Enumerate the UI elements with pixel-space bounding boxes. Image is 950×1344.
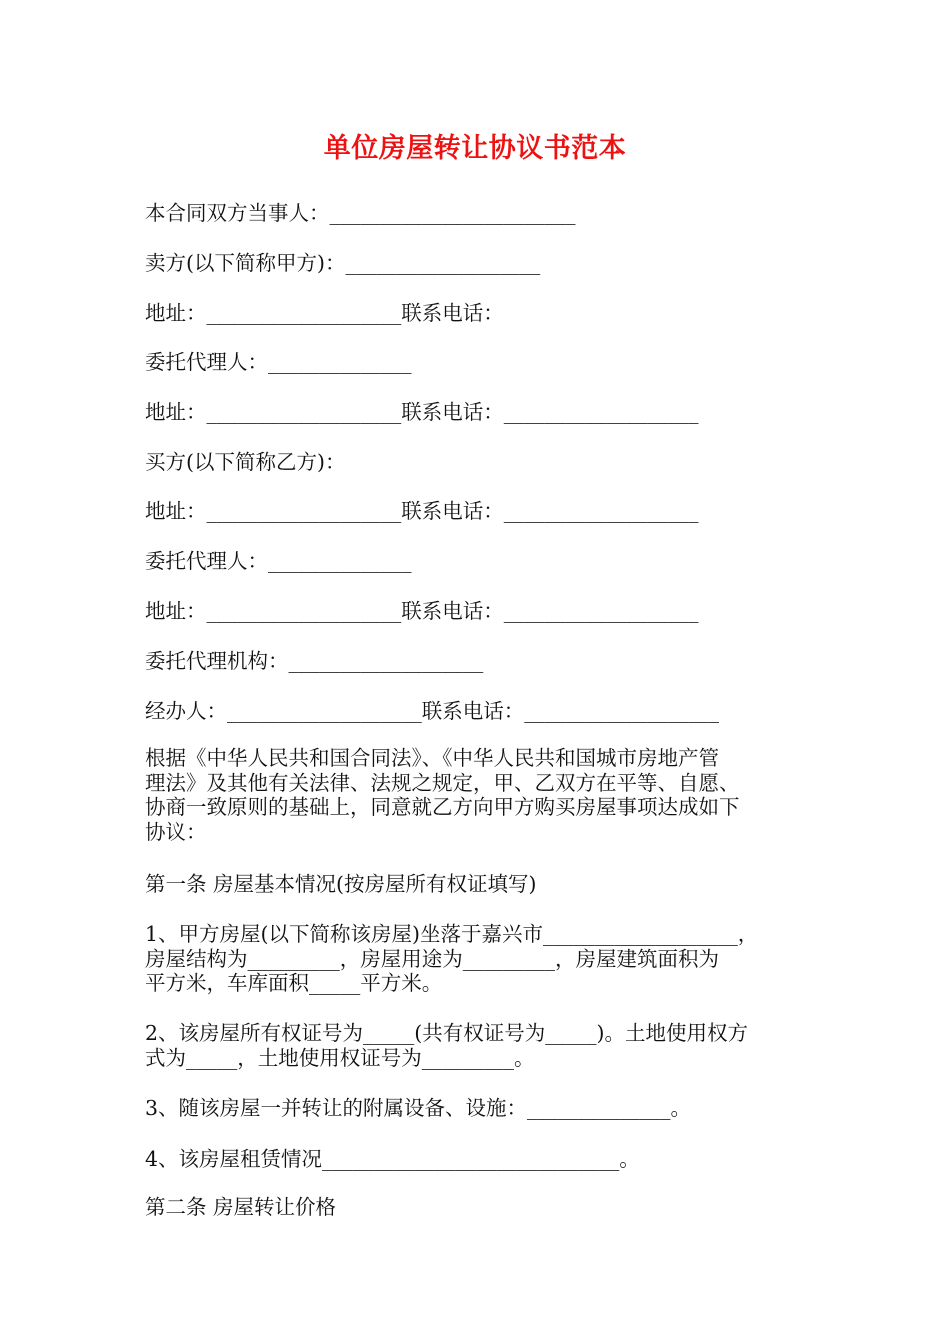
- buyer-agent-address-line: 地址：___________________联系电话：___________________: [145, 599, 699, 623]
- preamble-paragraph: 根据《中华人民共和国合同法》、《中华人民共和国城市房地产管 理法》及其他有关法律、法规之规定，甲、乙双方在平等、自愿、 协商一致原则的基础上，同意就乙方向甲方购买房屋事项达成如下 协议：: [145, 746, 740, 844]
- buyer-line: 买方(以下简称乙方)：: [145, 450, 346, 474]
- article-one-heading: 第一条 房屋基本情况(按房屋所有权证填写): [145, 872, 537, 896]
- seller-agent-line: 委托代理人：______________: [145, 350, 412, 374]
- buyer-address-line: 地址：___________________联系电话：___________________: [145, 499, 699, 523]
- handler-line: 经办人：___________________联系电话：___________________: [145, 699, 719, 723]
- agency-line: 委托代理机构：___________________: [145, 649, 484, 673]
- document-title: 单位房屋转让协议书范本: [323, 133, 627, 164]
- clause-3-paragraph: 3、随该房屋一并转让的附属设备、设施：______________。: [145, 1096, 692, 1120]
- parties-line: 本合同双方当事人：________________________: [145, 201, 576, 225]
- clause-4-paragraph: 4、该房屋租赁情况_____________________________。: [145, 1147, 640, 1171]
- article-two-heading: 第二条 房屋转让价格: [145, 1195, 337, 1219]
- buyer-agent-line: 委托代理人：______________: [145, 549, 412, 573]
- seller-agent-address-line: 地址：___________________联系电话：___________________: [145, 400, 699, 424]
- clause-1-paragraph: 1、甲方房屋(以下简称该房屋)坐落于嘉兴市___________________， 房屋结构为_________，房屋用途为_________，房屋建筑面积为 平方米，车库面积_____平方米。: [145, 922, 759, 995]
- clause-2-paragraph: 2、该房屋所有权证号为_____(共有权证号为_____)。土地使用权方 式为_____，土地使用权证号为_________。: [145, 1021, 749, 1070]
- seller-address-line: 地址：___________________联系电话：: [145, 301, 504, 325]
- seller-line: 卖方(以下简称甲方)：___________________: [145, 251, 541, 275]
